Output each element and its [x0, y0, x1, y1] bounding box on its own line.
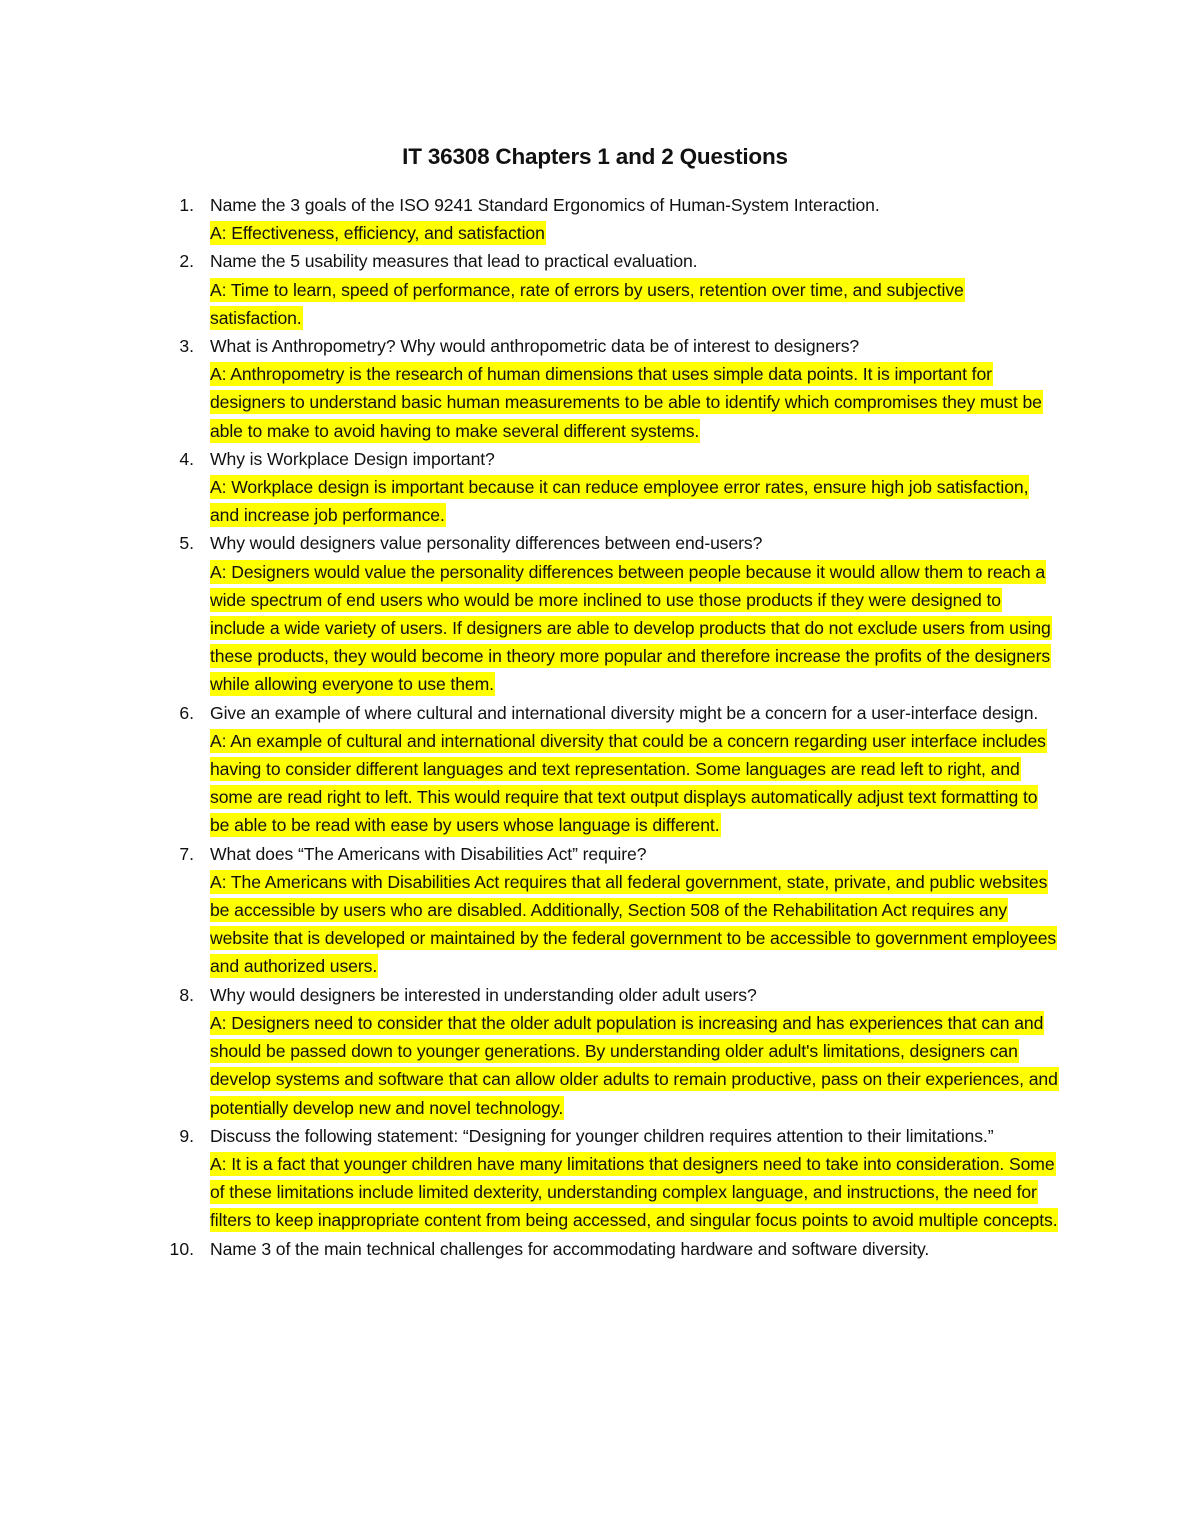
- question-text: What is Anthropometry? Why would anthropometric data be of interest to designers?: [210, 336, 860, 357]
- question-number: 6.: [179, 702, 194, 723]
- question-text: What does “The Americans with Disabilities Act” require?: [210, 843, 647, 864]
- answer-highlight: A: Designers need to consider that the older adult population is increasing and has experiences that can and should be passed down to younger generations. By understanding older adult's limitations, designers can develop systems and software that can allow older adults to remain productive, pass on their experiences, and potentially develop new and novel technology.: [210, 1012, 1058, 1118]
- answer-highlight: A: Time to learn, speed of performance, rate of errors by users, retention over time, and subjective satisfaction.: [210, 279, 964, 328]
- question-text: Name the 5 usability measures that lead to practical evaluation.: [210, 251, 698, 272]
- question-list: [0, 191, 1190, 1263]
- document-title: IT 36308 Chapters 1 and 2 Questions: [402, 144, 788, 169]
- question-text: Why would designers value personality differences between end-users?: [210, 533, 763, 554]
- answer-highlight: A: It is a fact that younger children have many limitations that designers need to take into consideration. Some of these limitations include limited dexterity, understanding complex language, and instructions, the need for filters to keep inappropriate content from being accessed, and singular focus points to avoid multiple concepts.: [210, 1153, 1058, 1231]
- answer-text: [210, 558, 1060, 699]
- question-item-1: [0, 191, 1060, 247]
- answer-highlight: A: Designers would value the personality differences between people because it would allow them to reach a wide spectrum of end users who would be more inclined to use those products if they were designed to include a wide variety of users. If designers are able to develop products that do not exclude users from using these products, they would become in theory more popular and therefore increase the profits of the designers while allowing everyone to use them.: [210, 561, 1051, 695]
- question-text: Name the 3 goals of the ISO 9241 Standard Ergonomics of Human-System Interaction.: [210, 195, 880, 215]
- question-item-3: [0, 332, 1060, 445]
- question-number: 8.: [179, 984, 194, 1005]
- question-item-10: [0, 1235, 1060, 1263]
- answer-highlight: A: Workplace design is important because it can reduce employee error rates, ensure high job satisfaction, and increase job performance.: [210, 477, 1029, 526]
- answer-highlight: A: Anthropometry is the research of human dimensions that uses simple data points. It is important for designers to understand basic human measurements to be able to identify which compromises they must be able to make to avoid having to make several different systems.: [210, 364, 1042, 441]
- answer-highlight: A: An example of cultural and international diversity that could be a concern regarding user interface includes having to consider different languages and text representation. Some languages are read left to right, and some are read right to left. This would require that text output displays automatically adjust text formatting to be able to be read with ease by users whose language is different.: [210, 730, 1046, 836]
- question-item-7: [0, 840, 1060, 981]
- question-item-2: [0, 247, 1060, 332]
- answer-highlight: A: The Americans with Disabilities Act requires that all federal government, state, private, and public websites be accessible by users who are disabled. Additionally, Section 508 of the Rehabilitation Act requires any website that is developed or maintained by the federal government to be accessible to government employees and authorized users.: [210, 871, 1057, 977]
- answer-text: [210, 727, 1060, 840]
- question-number: 3.: [179, 336, 194, 357]
- question-item-9: [0, 1122, 1060, 1235]
- question-number: 10.: [169, 1238, 194, 1259]
- question-number: 9.: [179, 1125, 194, 1146]
- answer-text: [210, 276, 1060, 332]
- question-number: 1.: [179, 195, 194, 215]
- question-text: Name 3 of the main technical challenges for accommodating hardware and software diversity.: [210, 1238, 930, 1259]
- answer-highlight: A: Effectiveness, efficiency, and satisfaction: [210, 223, 545, 244]
- answer-text: [210, 1009, 1060, 1122]
- question-text: Give an example of where cultural and international diversity might be a concern for a user-interface design.: [210, 702, 1039, 723]
- question-number: 5.: [179, 533, 194, 554]
- question-number: 4.: [179, 448, 194, 469]
- question-item-4: [0, 445, 1060, 530]
- answer-text: [210, 219, 1060, 247]
- question-text: Why is Workplace Design important?: [210, 448, 495, 469]
- answer-text: [210, 1150, 1060, 1235]
- answer-text: [210, 473, 1060, 529]
- question-item-5: [0, 529, 1060, 698]
- question-text: Discuss the following statement: “Designing for younger children requires attention to their limitations.”: [210, 1125, 994, 1146]
- answer-text: [210, 868, 1060, 981]
- question-number: 7.: [179, 843, 194, 864]
- question-item-8: [0, 981, 1060, 1122]
- question-item-6: [0, 699, 1060, 840]
- answer-text: [210, 360, 1060, 445]
- question-number: 2.: [179, 251, 194, 272]
- question-text: Why would designers be interested in understanding older adult users?: [210, 984, 757, 1005]
